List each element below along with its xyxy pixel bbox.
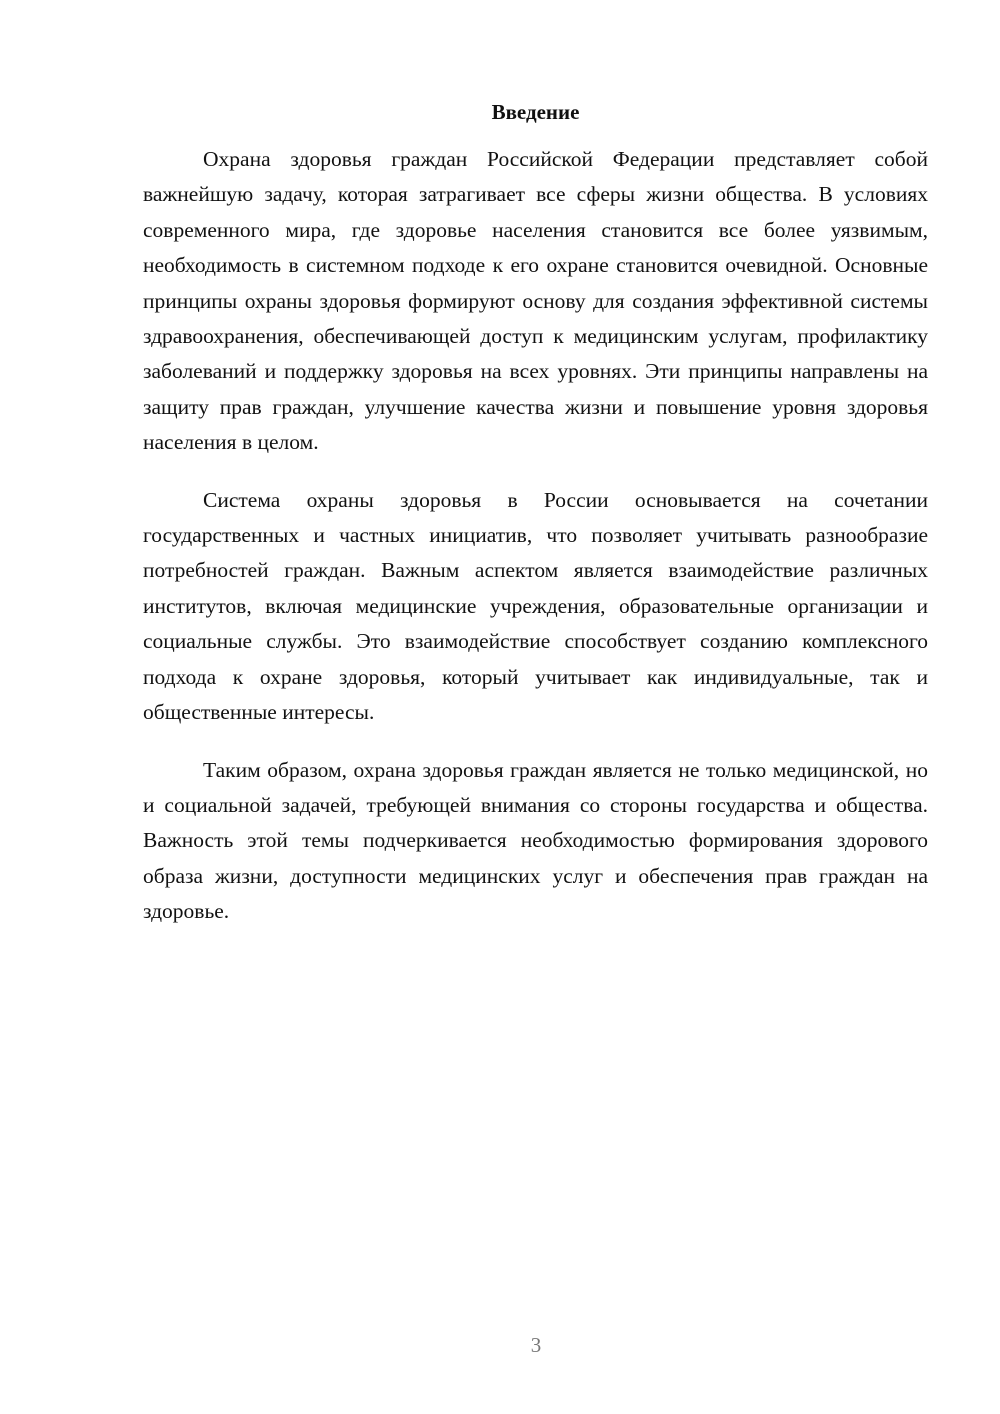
paragraph-3: Таким образом, охрана здоровья граждан является не только медицинской, но и социальной задачей, требующей внимания со стороны государства и общества. Важность этой темы подчеркивается необходимостью формирования здорового образа жизни, доступности медицинских услуг и обеспечения прав граждан на здоровье.	[143, 757, 928, 924]
page-number: 3	[530, 1333, 542, 1357]
paragraph-1: Охрана здоровья граждан Российской Федерации представляет собой важнейшую задачу, которая затрагивает все сферы жизни общества. В условиях современного мира, где здоровье населения становится все более уязвимым, необходимость в системном подходе к его охране становится очевидной. Основные принципы охраны здоровья формируют основу для создания эффективной системы здравоохранения, обеспечивающей доступ к медицинским услугам, профилактику заболеваний и поддержку здоровья на всех уровнях. Эти принципы направлены на защиту прав граждан, улучшение качества жизни и повышение уровня здоровья населения в целом.	[143, 147, 928, 455]
document-body	[143, 96, 928, 952]
section-title: Введение	[491, 100, 580, 124]
paragraph-2: Система охраны здоровья в России основывается на сочетании государственных и частных инициатив, что позволяет учитывать разнообразие потребностей граждан. Важным аспектом является взаимодействие различных институтов, включая медицинские учреждения, образовательные организации и социальные службы. Это взаимодействие способствует созданию комплексного подхода к охране здоровья, который учитывает как индивидуальные, так и общественные интересы.	[143, 487, 928, 725]
